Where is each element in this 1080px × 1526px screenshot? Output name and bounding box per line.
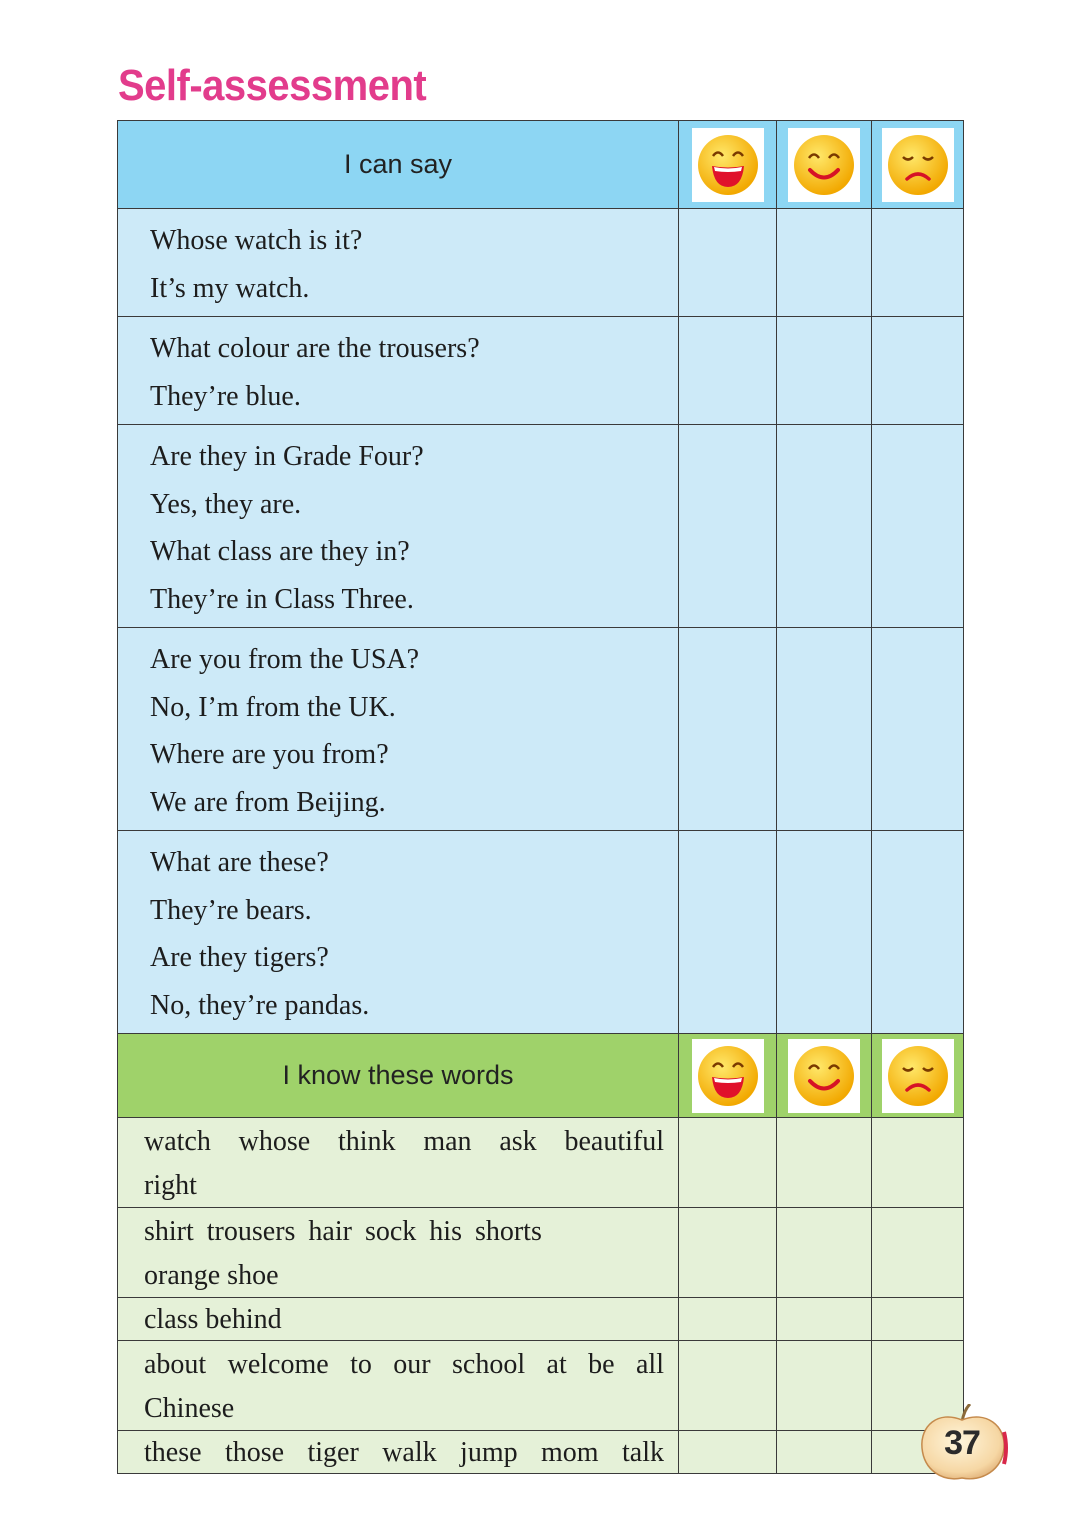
rating-cell[interactable] [777, 831, 872, 1034]
say-header: I can say [118, 121, 679, 209]
sentence: Whose watch is it? [150, 225, 363, 256]
rating-cell[interactable] [777, 425, 872, 628]
word-list: these those tiger walk jump mom talk [144, 1437, 664, 1468]
rating-cell[interactable] [777, 1208, 872, 1298]
sad-face-icon [886, 1044, 950, 1108]
rating-cell[interactable] [872, 425, 964, 628]
rating-cell[interactable] [679, 209, 777, 317]
rating-cell[interactable] [777, 1341, 872, 1431]
rating-cell[interactable] [872, 831, 964, 1034]
rating-cell[interactable] [679, 628, 777, 831]
rating-cell[interactable] [872, 209, 964, 317]
words-row [118, 1341, 964, 1431]
words-header-row [118, 1034, 964, 1118]
sentence: We are from Beijing. [150, 786, 386, 818]
sentence: What colour are the trousers? [150, 333, 480, 364]
sentence: They’re bears. [150, 894, 312, 926]
rating-cell[interactable] [679, 1431, 777, 1474]
rating-cell[interactable] [872, 317, 964, 425]
sentence: Are they in Grade Four? [150, 441, 424, 472]
say-header-row [118, 121, 964, 209]
rating-cell[interactable] [679, 1208, 777, 1298]
word-list: right [144, 1169, 197, 1201]
rating-column-good [777, 121, 872, 209]
rating-column-sad [872, 121, 964, 209]
word-list: Chinese [144, 1392, 235, 1424]
rating-cell[interactable] [872, 1118, 964, 1208]
sentence: Are you from the USA? [150, 644, 420, 675]
sentence: No, I’m from the UK. [150, 691, 396, 723]
rating-cell[interactable] [777, 1298, 872, 1341]
word-list: about welcome to our school at be all [144, 1349, 664, 1380]
rating-cell[interactable] [872, 628, 964, 831]
words-row [118, 1208, 964, 1298]
say-row [118, 317, 964, 425]
rating-cell[interactable] [679, 831, 777, 1034]
laughing-face-icon [696, 1044, 760, 1108]
sentence: Where are you from? [150, 739, 389, 770]
sad-face-icon [886, 133, 950, 197]
say-row [118, 425, 964, 628]
sentence: What are these? [150, 847, 329, 878]
rating-column-sad [872, 1034, 964, 1118]
rating-cell[interactable] [777, 317, 872, 425]
sentence: They’re in Class Three. [150, 583, 414, 615]
say-row [118, 628, 964, 831]
laughing-face-icon [696, 133, 760, 197]
smiling-face-icon [792, 1044, 856, 1108]
rating-cell[interactable] [679, 1341, 777, 1431]
words-row [118, 1431, 964, 1474]
say-row [118, 209, 964, 317]
words-header: I know these words [118, 1034, 679, 1118]
rating-cell[interactable] [777, 628, 872, 831]
rating-column-great [679, 121, 777, 209]
sentence: Yes, they are. [150, 488, 302, 520]
rating-cell[interactable] [679, 1298, 777, 1341]
rating-cell[interactable] [872, 1208, 964, 1298]
page-title: Self-assessment [118, 62, 427, 110]
word-list: orange shoe [144, 1259, 279, 1291]
rating-column-good [777, 1034, 872, 1118]
words-row [118, 1118, 964, 1208]
self-assessment-table [117, 120, 964, 1474]
rating-cell[interactable] [872, 1298, 964, 1341]
word-list: class behind [144, 1304, 282, 1335]
sentence: Are they tigers? [150, 942, 329, 973]
sentence: They’re blue. [150, 380, 301, 412]
sentence: It’s my watch. [150, 272, 310, 304]
rating-cell[interactable] [777, 1431, 872, 1474]
rating-cell[interactable] [679, 1118, 777, 1208]
word-list: shirt trousers hair sock his shorts [144, 1216, 542, 1247]
rating-cell[interactable] [679, 317, 777, 425]
words-row [118, 1298, 964, 1341]
page-number: 37 [944, 1424, 980, 1462]
rating-column-great [679, 1034, 777, 1118]
smiling-face-icon [792, 133, 856, 197]
rating-cell[interactable] [777, 209, 872, 317]
rating-cell[interactable] [679, 425, 777, 628]
sentence: No, they’re pandas. [150, 989, 370, 1021]
page-number-badge [918, 1404, 1010, 1484]
sentence: What class are they in? [150, 536, 410, 567]
rating-cell[interactable] [777, 1118, 872, 1208]
word-list: watch whose think man ask beautiful [144, 1126, 664, 1157]
say-row [118, 831, 964, 1034]
